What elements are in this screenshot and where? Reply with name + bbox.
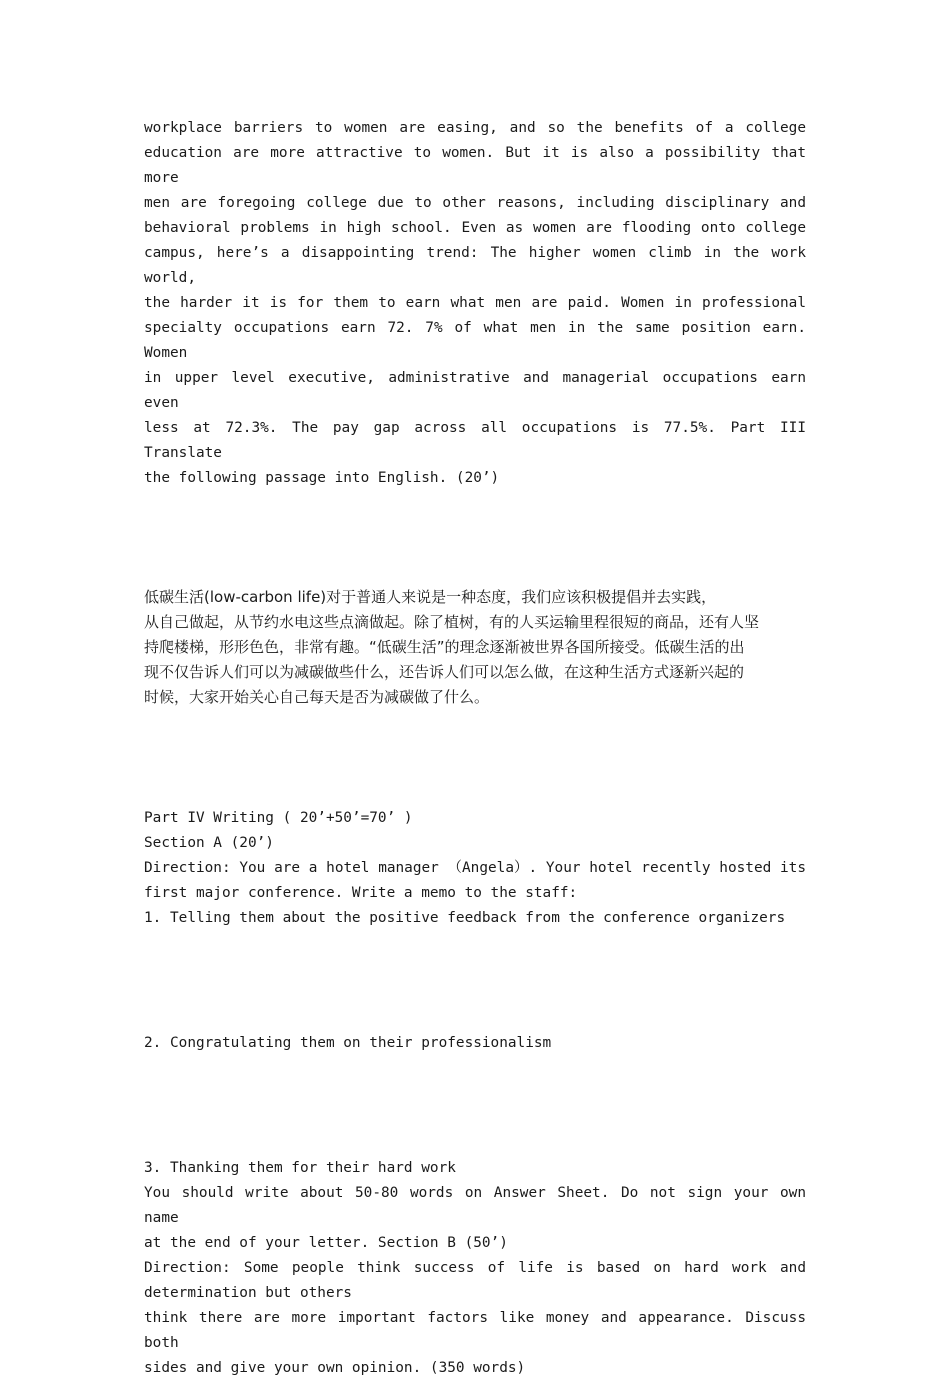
writing-heading: Part IV Writing ( 20’+50’=70’ ) (144, 810, 413, 826)
direction-a-line: Direction: You are a hotel manager （Angela）. Your hotel recently hosted its (144, 860, 806, 876)
direction-b-line: determination but others (144, 1285, 352, 1301)
text-line: 持爬楼梯，形形色色，非常有趣。“低碳生活”的理念逐渐被世界各国所接受。低碳生活的出 (144, 638, 745, 656)
text-line: 低碳生活(low-carbon life)对于普通人来说是一种态度，我们应该积极提倡并去实践， (144, 588, 717, 606)
writing-section (144, 806, 806, 931)
text-line: specialty occupations earn 72. 7% of what men in the same position earn. Women (144, 320, 806, 361)
task-item-2: 2. Congratulating them on their professionalism (144, 1035, 552, 1051)
reading-passage-end (144, 116, 806, 491)
text-line: 时候，大家开始关心自己每天是否为减碳做了什么。 (144, 688, 490, 706)
instructions-line: at the end of your letter. Section B (50’) (144, 1235, 508, 1251)
text-line: 现不仅告诉人们可以为减碳做些什么，还告诉人们可以怎么做，在这种生活方式逐新兴起的 (144, 663, 745, 681)
text-line: less at 72.3%. The pay gap across all occupations is 77.5%. Part III Translate (144, 420, 806, 461)
text-line: 从自己做起，从节约水电这些点滴做起。除了植树，有的人买运输里程很短的商品，还有人坚 (144, 613, 760, 631)
text-line: education are more attractive to women. But it is also a possibility that more (144, 145, 806, 186)
task-item-1: 1. Telling them about the positive feedback from the conference organizers (144, 910, 786, 926)
task-item-3: 3. Thanking them for their hard work (144, 1160, 456, 1176)
text-line: the following passage into English. (20’) (144, 470, 500, 486)
writing-section-rest (144, 1156, 806, 1381)
document-page (144, 116, 806, 1381)
text-line: the harder it is for them to earn what men are paid. Women in professional (144, 295, 806, 311)
text-line: workplace barriers to women are easing, and so the benefits of a college (144, 120, 806, 136)
direction-a-line: first major conference. Write a memo to the staff: (144, 885, 578, 901)
translation-passage (144, 585, 806, 710)
instructions-line: You should write about 50-80 words on Answer Sheet. Do not sign your own name (144, 1185, 806, 1226)
direction-b-line: Direction: Some people think success of life is based on hard work and (144, 1260, 806, 1276)
writing-section-item2 (144, 1031, 806, 1056)
section-a-heading: Section A (20’) (144, 835, 274, 851)
direction-b-line: think there are more important factors like money and appearance. Discuss both (144, 1310, 806, 1351)
text-line: campus, here’s a disappointing trend: The higher women climb in the work world, (144, 245, 806, 286)
text-line: men are foregoing college due to other reasons, including disciplinary and (144, 195, 806, 211)
text-line: behavioral problems in high school. Even as women are flooding onto college (144, 220, 806, 236)
text-line: in upper level executive, administrative and managerial occupations earn even (144, 370, 806, 411)
direction-b-line: sides and give your own opinion. (350 words) (144, 1360, 526, 1376)
